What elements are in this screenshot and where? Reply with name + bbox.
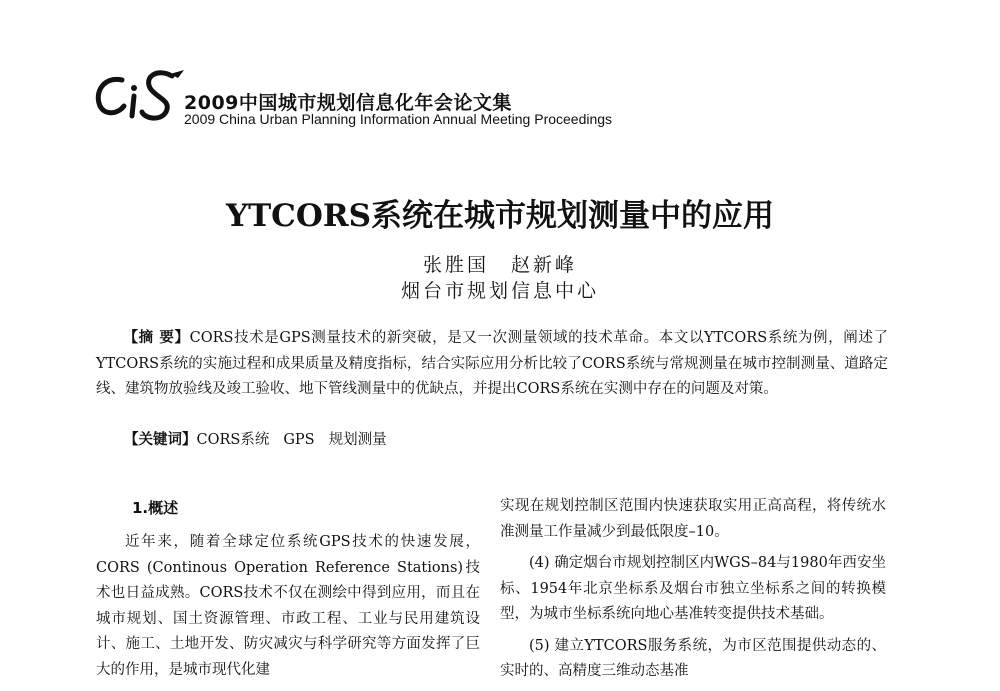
- abstract-text: CORS技术是GPS测量技术的新突破，是又一次测量领域的技术革命。本文以YTCORS系统为例，阐述了YTCORS系统的实施过程和成果质量及精度指标，结合实际应用分析比较了CORS系统与常规测量在城市控制测量、道路定线、建筑物放验线及竣工验收、地下管线测量中的优缺点，并提出CORS系统在实测中存在的问题及对策。: [96, 330, 888, 397]
- abstract: [96, 325, 888, 403]
- body-paragraph: 近年来，随着全球定位系统GPS技术的快速发展，CORS (Continous Operation Reference Stations)技术也日益成熟。CORS技术不仅在测绘中得到应用，而且在城市规划、国土资源管理、市政工程、工业与民用建筑设计、施工、土地开发、防灾减灾与科学研究等方面发挥了巨大的作用，是城市现代化建: [96, 534, 480, 678]
- keywords: [124, 428, 387, 449]
- paper-affiliation: 烟台市规划信息中心: [400, 280, 599, 302]
- keyword-item: 规划测量: [328, 432, 387, 448]
- body-paragraph: (4) 确定烟台市规划控制区内WGS–84与1980年西安坐标、1954年北京坐标系及烟台市独立坐标系之间的转换模型，为城市坐标系统向地心基准转变提供技术基础。: [500, 555, 886, 622]
- paper-title: YTCORS系统在城市规划测量中的应用: [225, 198, 775, 234]
- conference-title-cn: 2009中国城市规划信息化年会论文集: [184, 92, 512, 114]
- right-column: [500, 494, 886, 691]
- conference-logo: [92, 66, 192, 124]
- body-paragraph: (5) 建立YTCORS服务系统，为市区范围提供动态的、实时的、高精度三维动态基准: [500, 637, 886, 679]
- keywords-label: 【关键词】: [124, 431, 197, 448]
- abstract-label: 【摘 要】: [123, 329, 190, 346]
- body-paragraph: 实现在规划控制区范围内快速获取实用正高高程，将传统水准测量工作量减少到最低限度–10。: [500, 498, 886, 540]
- keyword-item: GPS: [283, 432, 315, 448]
- paper-authors: 张胜国 赵新峰: [422, 254, 577, 276]
- section-heading: 1.概述: [132, 499, 179, 517]
- keyword-item: CORS系统: [196, 432, 270, 448]
- conference-title-en: 2009 China Urban Planning Information Annual Meeting Proceedings: [184, 111, 613, 127]
